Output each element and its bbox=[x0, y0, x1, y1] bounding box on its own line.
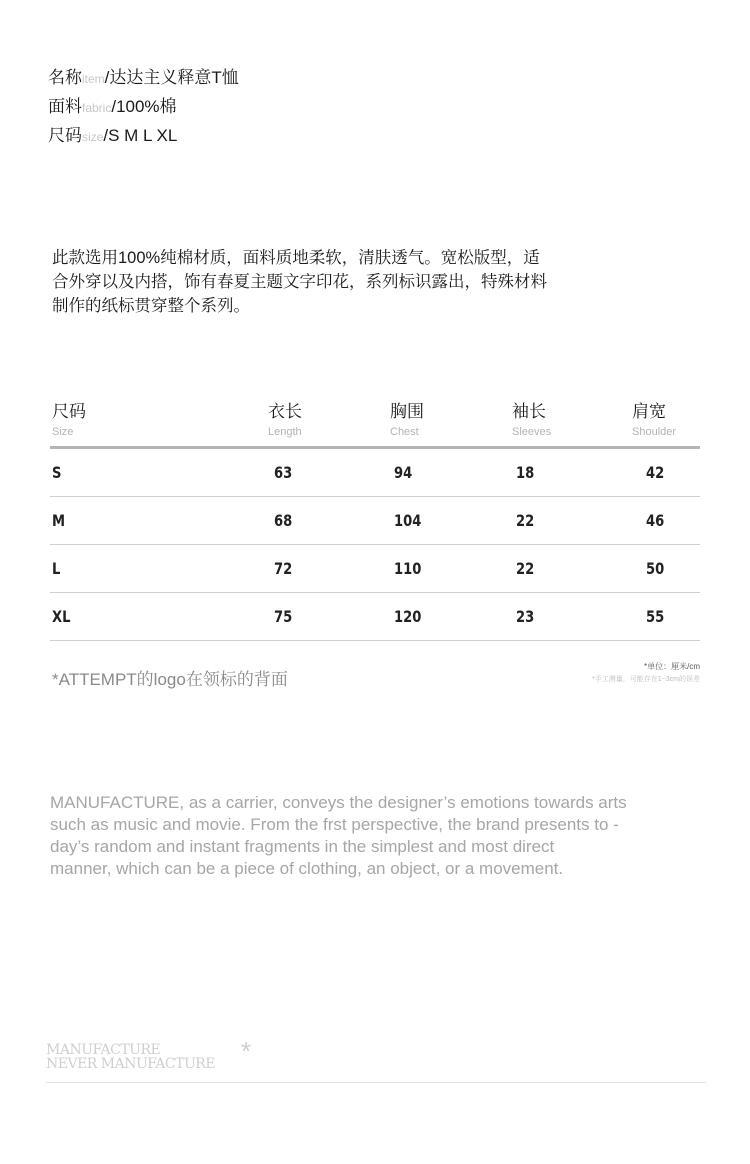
info-row-fabric bbox=[48, 93, 239, 122]
info-label-en: fabric bbox=[82, 101, 112, 115]
table-cell: M bbox=[52, 511, 66, 530]
description-line: 合外穿以及内搭，饰有春夏主题文字印花，系列标识露出，特殊材料 bbox=[52, 273, 547, 291]
bottom-divider bbox=[46, 1082, 706, 1083]
size-table-header bbox=[50, 400, 700, 446]
table-cell: XL bbox=[52, 607, 71, 626]
table-row bbox=[50, 497, 700, 545]
asterisk-icon: * bbox=[241, 1036, 252, 1066]
description-line: 此款选用100%纯棉材质，面料质地柔软，清肤透气。宽松版型，适 bbox=[52, 249, 540, 267]
table-cell: 18 bbox=[516, 463, 535, 482]
size-table bbox=[50, 400, 700, 641]
table-cell: 72 bbox=[274, 559, 293, 578]
table-cell: L bbox=[52, 559, 61, 578]
info-label: 名称 bbox=[48, 68, 82, 87]
table-cell: 94 bbox=[394, 463, 413, 482]
logo-location-note: *ATTEMPT的logo在领标的背面 bbox=[52, 670, 288, 689]
brand-line-2: NEVER MANUFACTURE bbox=[46, 1056, 216, 1072]
measurement-note: *手工测量，可能存在1~3cm的误差 bbox=[592, 676, 700, 683]
table-cell: 42 bbox=[646, 463, 665, 482]
info-value: /100%棉 bbox=[111, 97, 177, 116]
table-cell: 22 bbox=[516, 559, 535, 578]
header-length: 衣长 Length bbox=[268, 402, 302, 438]
table-cell: 22 bbox=[516, 511, 535, 530]
table-cell: 50 bbox=[646, 559, 665, 578]
table-cell: 63 bbox=[274, 463, 293, 482]
table-cell: 120 bbox=[394, 607, 422, 626]
table-cell: 23 bbox=[516, 607, 535, 626]
info-row-size bbox=[48, 122, 239, 151]
table-row bbox=[50, 545, 700, 593]
info-row-name bbox=[48, 64, 239, 93]
info-value: /S M L XL bbox=[103, 126, 178, 145]
description-line: 制作的纸标贯穿整个系列。 bbox=[52, 297, 250, 315]
unit-note: *单位：厘米/cm bbox=[644, 662, 700, 671]
table-cell: S bbox=[52, 463, 62, 482]
brand-wordmark bbox=[46, 1043, 215, 1071]
info-value: /达达主义释意T恤 bbox=[104, 68, 239, 87]
info-label: 面料 bbox=[48, 97, 82, 116]
header-chest: 胸围 Chest bbox=[390, 402, 424, 438]
info-label-en: item bbox=[82, 72, 105, 86]
brand-statement bbox=[50, 792, 700, 880]
table-row bbox=[50, 593, 700, 641]
table-cell: 46 bbox=[646, 511, 665, 530]
table-cell: 104 bbox=[394, 511, 422, 530]
table-cell: 68 bbox=[274, 511, 293, 530]
product-info bbox=[48, 64, 239, 151]
header-size: 尺码 Size bbox=[52, 402, 86, 438]
table-cell: 55 bbox=[646, 607, 665, 626]
statement-line: such as music and movie. From the frst perspective, the brand presents to - bbox=[50, 815, 619, 834]
info-label: 尺码 bbox=[48, 126, 82, 145]
statement-line: MANUFACTURE, as a carrier, conveys the designer’s emotions towards arts bbox=[50, 793, 627, 812]
table-cell: 75 bbox=[274, 607, 293, 626]
table-row bbox=[50, 449, 700, 497]
statement-line: manner, which can be a piece of clothing, an object, or a movement. bbox=[50, 859, 564, 878]
info-label-en: size bbox=[82, 130, 104, 144]
header-shoulder: 肩宽 Shoulder bbox=[632, 402, 677, 438]
header-sleeves: 袖长 Sleeves bbox=[512, 402, 552, 438]
statement-line: day’s random and instant fragments in the simplest and most direct bbox=[50, 837, 555, 856]
product-description bbox=[52, 246, 612, 318]
brand-line-1: MANUFACTURE bbox=[46, 1042, 161, 1058]
table-cell: 110 bbox=[394, 559, 422, 578]
